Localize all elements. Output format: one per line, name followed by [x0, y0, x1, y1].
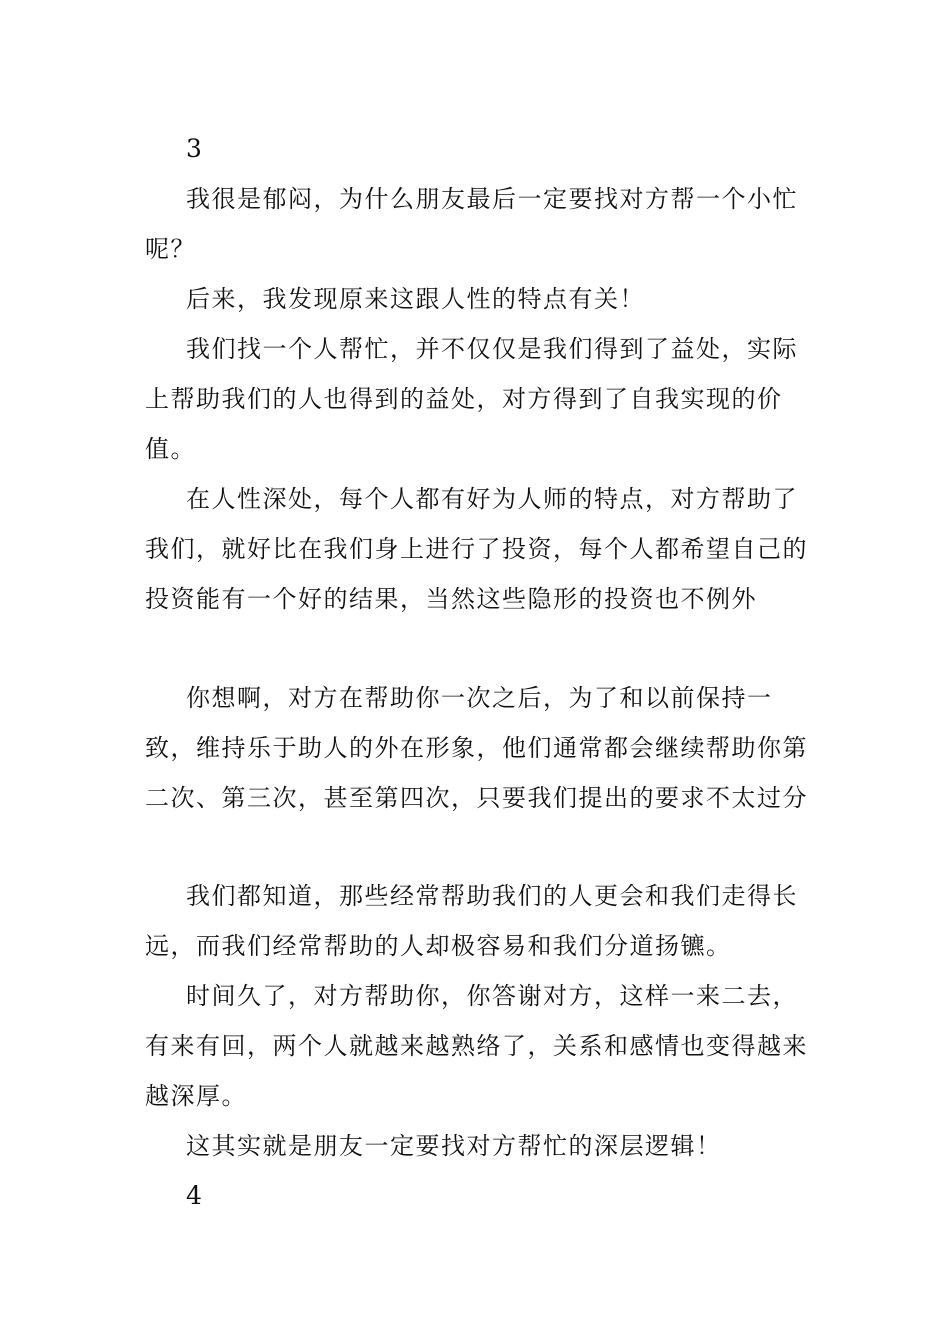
section-number-3: 3: [186, 134, 204, 163]
paragraph: 你想啊，对方在帮助你一次之后，为了和以前保持一致，维持乐于助人的外在形象，他们通常都会继续帮助你第二次、第三次，甚至第四次，只要我们提出的要求不太过分: [145, 684, 808, 812]
paragraph: 我们找一个人帮忙，并不仅仅是我们得到了益处，实际上帮助我们的人也得到的益处，对方得到了自我实现的价值。: [145, 335, 798, 463]
section-block-b: [145, 673, 815, 823]
paragraph: 这其实就是朋友一定要找对方帮忙的深层逻辑！: [186, 1132, 722, 1160]
paragraph: 我们都知道，那些经常帮助我们的人更会和我们走得长远，而我们经常帮助的人却极容易和我们分道扬镳。: [145, 882, 798, 960]
paragraph: 我很是郁闷，为什么朋友最后一定要找对方帮一个小忙呢？: [145, 185, 798, 263]
section-number-4: 4: [186, 1181, 204, 1210]
section-block-a: [145, 124, 815, 624]
paragraph: 后来，我发现原来这跟人性的特点有关！: [186, 285, 645, 313]
section-block-c: [145, 871, 815, 1221]
paragraph: 在人性深处，每个人都有好为人师的特点，对方帮助了我们，就好比在我们身上进行了投资，每个人都希望自己的投资能有一个好的结果，当然这些隐形的投资也不例外: [145, 485, 808, 613]
paragraph: 时间久了，对方帮助你，你答谢对方，这样一来二去，有来有回，两个人就越来越熟络了，关系和感情也变得越来越深厚。: [145, 982, 808, 1110]
